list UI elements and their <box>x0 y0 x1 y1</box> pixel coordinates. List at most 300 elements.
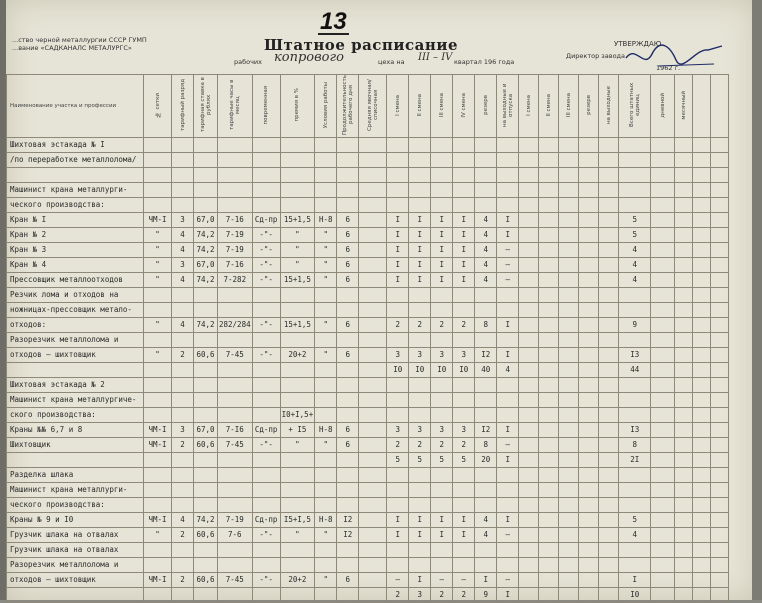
cell-wk <box>497 467 519 482</box>
workshop-name: копрового <box>274 50 344 65</box>
cell-a2 <box>539 542 559 557</box>
cell-hours <box>218 167 253 182</box>
cell-grid: ЧМ-I <box>144 437 172 452</box>
cell-wk <box>497 497 519 512</box>
cell-x2 <box>711 287 729 302</box>
cell-s3 <box>431 182 453 197</box>
cell-grid <box>144 182 172 197</box>
cell-hours: 7-45 <box>218 347 253 362</box>
cell-rate: 74,2 <box>194 512 218 527</box>
cell-s4 <box>453 377 475 392</box>
cell-fm <box>675 332 693 347</box>
cell-res <box>475 542 497 557</box>
header-aux-shift: I смена <box>519 75 539 138</box>
cell-pay: -"- <box>252 227 280 242</box>
row-name <box>7 167 144 182</box>
cell-fm <box>675 212 693 227</box>
header-name: Наименование участка и профессии <box>7 75 144 138</box>
header-pay: повременная <box>252 75 280 138</box>
row-name: Кран № 4 <box>7 257 144 272</box>
cell-grid <box>144 557 172 572</box>
cell-s4: – <box>453 572 475 587</box>
cell-grid <box>144 287 172 302</box>
cell-bonus: 15+1,5 <box>280 317 315 332</box>
cell-aw <box>599 302 619 317</box>
cell-ar <box>579 332 599 347</box>
cell-a2 <box>539 137 559 152</box>
cell-pay <box>252 557 280 572</box>
cell-pay: -"- <box>252 437 280 452</box>
cell-s4 <box>453 197 475 212</box>
cell-avg <box>359 392 387 407</box>
cell-avg <box>359 572 387 587</box>
cell-s1: I <box>387 512 409 527</box>
cell-a1 <box>519 287 539 302</box>
cell-s3: 5 <box>431 452 453 467</box>
cell-a1 <box>519 242 539 257</box>
cell-s1: 3 <box>387 347 409 362</box>
cell-fd <box>651 527 675 542</box>
cell-x2 <box>711 212 729 227</box>
cell-total: 4 <box>619 272 651 287</box>
cell-x2 <box>711 347 729 362</box>
row-name: /по переработке металлолома/ <box>7 152 144 167</box>
table-row <box>7 332 729 347</box>
cell-grid <box>144 467 172 482</box>
cell-res: 4 <box>475 212 497 227</box>
cell-fd <box>651 167 675 182</box>
cell-grid: " <box>144 347 172 362</box>
cell-fm <box>675 287 693 302</box>
cell-aw <box>599 497 619 512</box>
cell-grid: " <box>144 272 172 287</box>
cell-wk: I <box>497 452 519 467</box>
cell-rank <box>172 377 194 392</box>
cell-x1 <box>693 257 711 272</box>
cell-hours <box>218 197 253 212</box>
cell-aw <box>599 467 619 482</box>
cell-bonus <box>280 482 315 497</box>
cell-a2 <box>539 197 559 212</box>
cell-ar <box>579 542 599 557</box>
cell-bonus <box>280 557 315 572</box>
table-row <box>7 572 729 587</box>
cell-s1 <box>387 182 409 197</box>
cell-res <box>475 167 497 182</box>
cell-ar <box>579 407 599 422</box>
cell-fd <box>651 557 675 572</box>
cell-x2 <box>711 302 729 317</box>
cell-a2 <box>539 467 559 482</box>
cell-fd <box>651 302 675 317</box>
cell-avg <box>359 197 387 212</box>
cell-fd <box>651 212 675 227</box>
cell-x2 <box>711 377 729 392</box>
cell-s2: I <box>409 227 431 242</box>
cell-s3 <box>431 377 453 392</box>
cell-rank: 3 <box>172 212 194 227</box>
cell-fd <box>651 152 675 167</box>
table-row <box>7 542 729 557</box>
cell-grid <box>144 137 172 152</box>
table-row <box>7 437 729 452</box>
cell-cond <box>315 152 337 167</box>
cell-s1: I <box>387 227 409 242</box>
cell-day <box>337 587 359 602</box>
cell-fm <box>675 482 693 497</box>
cell-x2 <box>711 272 729 287</box>
header-rate: тарифная ставка в рублях <box>194 75 218 138</box>
cell-a2 <box>539 332 559 347</box>
cell-wk <box>497 332 519 347</box>
cell-rate: 60,6 <box>194 572 218 587</box>
cell-bonus <box>280 287 315 302</box>
row-name <box>7 587 144 602</box>
row-name: ческого производства: <box>7 497 144 512</box>
cell-hours: 7-I6 <box>218 422 253 437</box>
cell-total <box>619 182 651 197</box>
cell-total <box>619 377 651 392</box>
cell-hours: 282/284 <box>218 317 253 332</box>
cell-day <box>337 167 359 182</box>
cell-ar <box>579 182 599 197</box>
cell-wk <box>497 482 519 497</box>
cell-s2 <box>409 152 431 167</box>
cell-a2 <box>539 182 559 197</box>
table-row <box>7 167 729 182</box>
table-row <box>7 392 729 407</box>
cell-a1 <box>519 497 539 512</box>
cell-fm <box>675 557 693 572</box>
cell-aw <box>599 452 619 467</box>
cell-s2: 3 <box>409 347 431 362</box>
cell-ar <box>579 347 599 362</box>
row-name: Машинист крана металлурги- <box>7 482 144 497</box>
cell-bonus <box>280 377 315 392</box>
cell-res: I <box>475 572 497 587</box>
cell-x2 <box>711 137 729 152</box>
cell-x1 <box>693 572 711 587</box>
cell-ar <box>579 512 599 527</box>
cell-aw <box>599 257 619 272</box>
cell-ar <box>579 362 599 377</box>
cell-x1 <box>693 152 711 167</box>
cell-aw <box>599 572 619 587</box>
header-total: Всего штатных единиц <box>619 75 651 138</box>
cell-cond <box>315 182 337 197</box>
cell-fm <box>675 152 693 167</box>
cell-s2: I0 <box>409 362 431 377</box>
cell-grid: " <box>144 227 172 242</box>
cell-ar <box>579 422 599 437</box>
cell-avg <box>359 272 387 287</box>
cell-s4: 5 <box>453 452 475 467</box>
cell-day <box>337 482 359 497</box>
cell-day: 6 <box>337 317 359 332</box>
cell-x1 <box>693 347 711 362</box>
cell-s3 <box>431 137 453 152</box>
cell-a1 <box>519 452 539 467</box>
cell-pay <box>252 167 280 182</box>
cell-a3 <box>559 257 579 272</box>
cell-aw <box>599 317 619 332</box>
cell-bonus <box>280 392 315 407</box>
approval-year: 1962 г. <box>656 64 681 72</box>
cell-s2: 2 <box>409 437 431 452</box>
cell-total: 44 <box>619 362 651 377</box>
cell-pay <box>252 452 280 467</box>
row-name: отходов – шихтовщик <box>7 347 144 362</box>
cell-cond <box>315 332 337 347</box>
cell-avg <box>359 497 387 512</box>
page-number: 13 <box>320 8 347 35</box>
cell-a1 <box>519 167 539 182</box>
cell-a3 <box>559 557 579 572</box>
cell-pay <box>252 407 280 422</box>
cell-fm <box>675 197 693 212</box>
cell-total: 5 <box>619 212 651 227</box>
cell-wk: – <box>497 272 519 287</box>
cell-day <box>337 362 359 377</box>
header-hours: тарифные часы в месяц <box>218 75 253 138</box>
cell-a2 <box>539 347 559 362</box>
cell-total: I3 <box>619 422 651 437</box>
row-name: ножницах-прессовщик метало- <box>7 302 144 317</box>
cell-day <box>337 407 359 422</box>
cell-a3 <box>559 452 579 467</box>
cell-fm <box>675 242 693 257</box>
cell-fm <box>675 392 693 407</box>
table-row <box>7 452 729 467</box>
cell-ar <box>579 392 599 407</box>
cell-wk <box>497 542 519 557</box>
cell-s4 <box>453 407 475 422</box>
cell-s1 <box>387 137 409 152</box>
cell-s3 <box>431 332 453 347</box>
cell-grid <box>144 482 172 497</box>
cell-s1 <box>387 407 409 422</box>
cell-rate <box>194 557 218 572</box>
cell-hours <box>218 302 253 317</box>
cell-rate: 60,6 <box>194 347 218 362</box>
cell-rate <box>194 467 218 482</box>
cell-avg <box>359 242 387 257</box>
cell-s4 <box>453 137 475 152</box>
cell-cond <box>315 197 337 212</box>
cell-hours: 7-6 <box>218 527 253 542</box>
cell-s4: I <box>453 272 475 287</box>
cell-a1 <box>519 587 539 602</box>
cell-x1 <box>693 242 711 257</box>
cell-day <box>337 557 359 572</box>
cell-a2 <box>539 362 559 377</box>
cell-hours <box>218 452 253 467</box>
row-name: Грузчик шлака на отвалах <box>7 527 144 542</box>
cell-x2 <box>711 497 729 512</box>
cell-aw <box>599 407 619 422</box>
cell-a2 <box>539 167 559 182</box>
cell-cond <box>315 587 337 602</box>
cell-total: 4 <box>619 242 651 257</box>
cell-avg <box>359 152 387 167</box>
cell-s1: I <box>387 212 409 227</box>
cell-s3: I <box>431 272 453 287</box>
table-row <box>7 212 729 227</box>
header-blank <box>711 75 729 138</box>
cell-a3 <box>559 317 579 332</box>
cell-a3 <box>559 347 579 362</box>
cell-s1 <box>387 332 409 347</box>
row-name: Краны № 9 и I0 <box>7 512 144 527</box>
cell-x1 <box>693 227 711 242</box>
cell-s2: I <box>409 272 431 287</box>
cell-a2 <box>539 437 559 452</box>
cell-s4: I <box>453 212 475 227</box>
cell-x2 <box>711 467 729 482</box>
cell-rank: 3 <box>172 257 194 272</box>
cell-a1 <box>519 467 539 482</box>
cell-aw <box>599 557 619 572</box>
header-avg: Средняя явочная/списочная <box>359 75 387 138</box>
cell-ar <box>579 167 599 182</box>
cell-rate <box>194 182 218 197</box>
cell-x2 <box>711 317 729 332</box>
table-row <box>7 317 729 332</box>
cell-a3 <box>559 137 579 152</box>
cell-s3 <box>431 197 453 212</box>
cell-s3: I <box>431 527 453 542</box>
cell-fd <box>651 482 675 497</box>
row-name <box>7 452 144 467</box>
cell-s4: 2 <box>453 437 475 452</box>
cell-total <box>619 152 651 167</box>
page-edge <box>752 0 762 600</box>
cell-s1: I <box>387 257 409 272</box>
cell-a3 <box>559 212 579 227</box>
cell-s4: I0 <box>453 362 475 377</box>
cell-avg <box>359 422 387 437</box>
header-fund-month: месячный <box>675 75 693 138</box>
cell-s4: I <box>453 512 475 527</box>
cell-rate <box>194 302 218 317</box>
cell-s2 <box>409 137 431 152</box>
cell-aw <box>599 182 619 197</box>
cell-x2 <box>711 482 729 497</box>
cell-total <box>619 497 651 512</box>
cell-avg <box>359 467 387 482</box>
cell-bonus: " <box>280 437 315 452</box>
row-name: Кран № 2 <box>7 227 144 242</box>
cell-a2 <box>539 302 559 317</box>
cell-pay <box>252 152 280 167</box>
cell-day: 6 <box>337 422 359 437</box>
header-shift: III смена <box>431 75 453 138</box>
cell-ar <box>579 557 599 572</box>
cell-rank <box>172 362 194 377</box>
cell-day: I2 <box>337 527 359 542</box>
cell-s1: I0 <box>387 362 409 377</box>
cell-fm <box>675 272 693 287</box>
cell-total: 4 <box>619 257 651 272</box>
cell-aw <box>599 347 619 362</box>
cell-x2 <box>711 422 729 437</box>
cell-x1 <box>693 167 711 182</box>
cell-aw <box>599 437 619 452</box>
cell-bonus <box>280 497 315 512</box>
cell-grid <box>144 377 172 392</box>
header-grid: № сетки <box>144 75 172 138</box>
cell-rank <box>172 167 194 182</box>
cell-day: 6 <box>337 227 359 242</box>
cell-cond: Н-8 <box>315 212 337 227</box>
cell-grid: " <box>144 527 172 542</box>
cell-x1 <box>693 452 711 467</box>
cell-cond: " <box>315 527 337 542</box>
cell-day <box>337 197 359 212</box>
cell-rate: 74,2 <box>194 227 218 242</box>
cell-aw <box>599 137 619 152</box>
cell-total: 2I <box>619 452 651 467</box>
cell-res: 4 <box>475 257 497 272</box>
cell-a1 <box>519 437 539 452</box>
cell-pay <box>252 302 280 317</box>
cell-day <box>337 497 359 512</box>
cell-aw <box>599 587 619 602</box>
cell-grid <box>144 587 172 602</box>
cell-a3 <box>559 422 579 437</box>
cell-grid: ЧМ-I <box>144 212 172 227</box>
cell-avg <box>359 377 387 392</box>
cell-wk <box>497 167 519 182</box>
table-row <box>7 197 729 212</box>
cell-avg <box>359 542 387 557</box>
cell-aw <box>599 242 619 257</box>
cell-rank: 4 <box>172 512 194 527</box>
document-sheet <box>6 0 756 600</box>
cell-res <box>475 497 497 512</box>
cell-s2 <box>409 182 431 197</box>
cell-s2: I <box>409 257 431 272</box>
cell-a1 <box>519 407 539 422</box>
cell-grid <box>144 452 172 467</box>
cell-grid: ЧМ-I <box>144 512 172 527</box>
cell-bonus: 20+2 <box>280 572 315 587</box>
cell-a3 <box>559 512 579 527</box>
cell-ar <box>579 527 599 542</box>
cell-res: 8 <box>475 437 497 452</box>
cell-bonus: I5+I,5 <box>280 512 315 527</box>
cell-total: I3 <box>619 347 651 362</box>
header-daylength: Продолжительность рабочего дня <box>337 75 359 138</box>
cell-x1 <box>693 542 711 557</box>
cell-cond: " <box>315 437 337 452</box>
table-row <box>7 467 729 482</box>
cell-fd <box>651 467 675 482</box>
cell-a1 <box>519 197 539 212</box>
cell-hours: 7-16 <box>218 212 253 227</box>
cell-s1: 2 <box>387 437 409 452</box>
cell-ar <box>579 227 599 242</box>
cell-ar <box>579 302 599 317</box>
cell-aw <box>599 362 619 377</box>
cell-s1: I <box>387 242 409 257</box>
cell-s1 <box>387 287 409 302</box>
cell-pay: Сд-пр <box>252 512 280 527</box>
cell-fd <box>651 347 675 362</box>
cell-aw <box>599 377 619 392</box>
cell-aw <box>599 542 619 557</box>
cell-cond <box>315 377 337 392</box>
